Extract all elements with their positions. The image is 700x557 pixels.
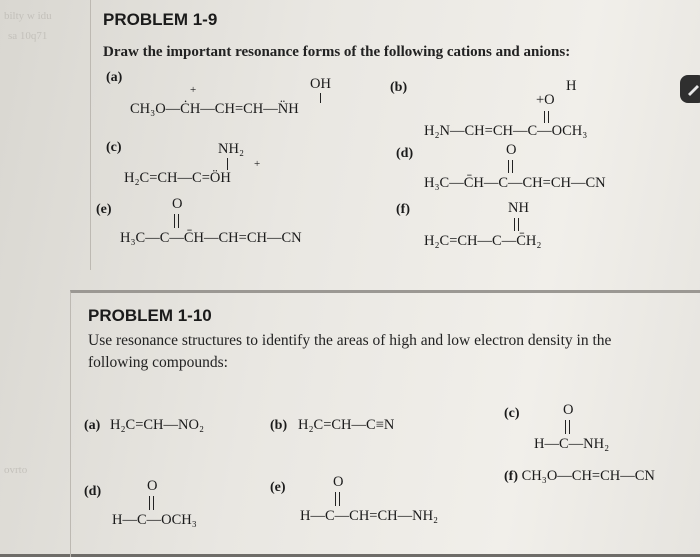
compound-c: H—C—NH₂	[534, 436, 610, 452]
compound-f: CH₃O—CH=CH—CN	[521, 468, 655, 484]
structure-b: H₂N—CH=CH—C—OCH₃	[424, 123, 588, 139]
structure-e: H₃C—C—C̄H—CH=CH—CN	[120, 230, 302, 246]
label-b: (b)	[390, 80, 408, 95]
problem-1-10-instruction-line1: Use resonance structures to identify the areas of high and low electron density in the	[88, 332, 612, 349]
page-edge-tab	[680, 75, 700, 103]
label-f-and-compound	[504, 468, 655, 485]
label-d: (d)	[396, 146, 414, 161]
compound-a: H₂C=CH—NO₂	[110, 417, 205, 433]
problem-1-10-instruction-line2: following compounds:	[88, 354, 228, 371]
structure-a: CH₃O—ĊH—CH=CH—N̈H	[130, 101, 299, 117]
problem-1-9-title: PROBLEM 1-9	[103, 10, 218, 29]
structure-f: H₂C=CH—C—C̄H₂	[424, 233, 542, 249]
compound-b: H₂C=CH—C≡N	[298, 417, 395, 433]
atom-o: O	[563, 402, 574, 418]
double-bond	[514, 218, 519, 231]
double-bond	[544, 111, 549, 123]
label-f: (f)	[396, 202, 410, 217]
double-bond	[174, 214, 179, 228]
structure-d: H₃C—C̄H—C—CH=CH—CN	[424, 175, 606, 191]
atom-o: O	[506, 142, 517, 158]
label-c: (c)	[106, 140, 122, 155]
atom-o: O	[172, 196, 183, 212]
bond-vertical	[320, 93, 321, 103]
label-a: (a)	[106, 70, 123, 85]
structure-c: H₂C=CH—C=ÖH	[124, 170, 231, 186]
double-bond	[565, 420, 570, 434]
substituent-nh2: NH₂	[218, 141, 244, 157]
substituent-oh: OH	[310, 76, 331, 92]
charge-plus: +	[254, 158, 261, 170]
atom-h: H	[566, 78, 577, 94]
bond-vertical	[227, 158, 228, 170]
label-e: (e)	[270, 480, 286, 495]
label-b: (b)	[270, 418, 288, 433]
charge-plus: +	[190, 84, 197, 96]
problem-1-9-instruction: Draw the important resonance forms of the following cations and anions:	[103, 44, 571, 60]
double-bond	[508, 160, 513, 173]
label-d: (d)	[84, 484, 102, 499]
compound-e: H—C—CH=CH—NH₂	[300, 508, 439, 524]
compound-d: H—C—OCH₃	[112, 512, 197, 528]
textbook-page: bilty w idu sa 10q71 ovrto PROBLEM 1-9 Draw the important resonance forms of the following cations and anions: (a) OH + CH₃O—ĊH—CH=CH—N̈H (b) H +O H₂N—CH=CH—C—OCH₃ (c) NH₂ + H₂C=CH—C=ÖH (d) O H₃C—C̄H—C—CH=CH—CN (e) O H₃C—C—C̄H—CH=CH—CN (f) NH H₂C=CH—C—C̄H₂ PROBLEM 1-10 Use resonance structures to identify the areas of high and low electron density in the following compounds: (a) H₂C=CH—NO₂ (b) H₂C=CH—C≡N (c) O H—C—NH₂ (f) CH₃O—CH=CH—CN (d) O H—C—OCH₃ (e) O H—C—CH=CH—NH₂	[0, 0, 700, 554]
atom-o: O	[147, 478, 158, 494]
label-a: (a)	[84, 418, 101, 433]
label-f: (f)	[504, 469, 518, 484]
atom-o: O	[333, 474, 344, 490]
double-bond	[149, 496, 154, 510]
label-c: (c)	[504, 406, 520, 421]
atom-o-plus: +O	[536, 92, 555, 108]
label-e: (e)	[96, 202, 112, 217]
double-bond	[335, 492, 340, 506]
problem-1-10-title: PROBLEM 1-10	[88, 306, 212, 325]
substituent-nh: NH	[508, 200, 529, 216]
